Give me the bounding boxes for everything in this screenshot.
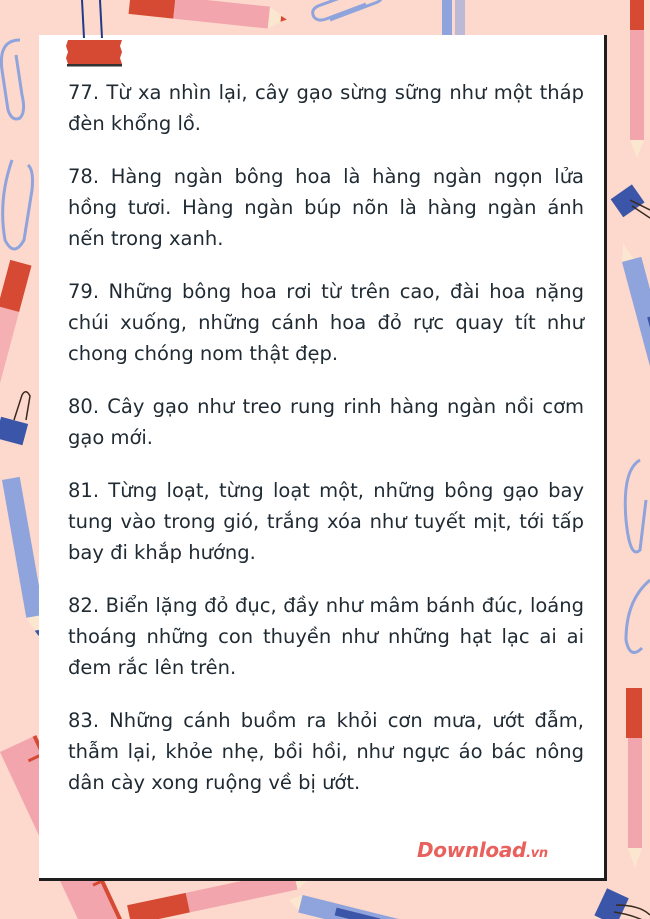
paperclip-icon xyxy=(1,40,32,249)
paragraph-78: 78. Hàng ngàn bông hoa là hàng ngàn ngọn lửa hồng tươi. Hàng ngàn búp nõn là hàng ngàn ánh nến trong xanh. xyxy=(68,165,584,250)
watermark-brand: Download xyxy=(417,838,527,862)
binder-clip-icon xyxy=(60,0,130,70)
pencil-icon xyxy=(630,0,644,30)
binder-clip-icon xyxy=(594,888,650,919)
pencil-icon xyxy=(617,239,650,435)
pencil-icon xyxy=(287,892,449,919)
paragraph-82: 82. Biển lặng đỏ đục, đầy như mâm bánh đúc, loáng thoáng những con thuyền như những hạt lạc ai ai đem rắc lên trên. xyxy=(68,594,584,679)
pencil-icon xyxy=(129,0,288,30)
paragraph-80: 80. Cây gạo như treo rung rinh hàng ngàn nồi cơm gạo mới. xyxy=(68,395,584,449)
paragraph-77: 77. Từ xa nhìn lại, cây gạo sừng sững như một tháp đèn khổng lồ. xyxy=(68,81,584,135)
document-body xyxy=(68,77,584,820)
paragraph-81: 81. Từng loạt, từng loạt một, những bông gạo bay tung vào trong gió, trắng xóa như tuyết mịt, tới tấp bay đi khắp hướng. xyxy=(68,479,584,564)
pen-icon xyxy=(626,688,642,868)
paperclip-icon xyxy=(313,0,382,20)
watermark-suffix: .vn xyxy=(526,846,548,861)
binder-clip-icon xyxy=(0,392,30,445)
pencil-icon xyxy=(442,0,465,35)
paperclip-icon xyxy=(625,460,650,653)
pen-icon xyxy=(0,260,32,399)
binder-clip-icon xyxy=(611,184,650,218)
watermark-logo xyxy=(417,838,548,862)
paragraph-83: 83. Những cánh buồm ra khỏi cơn mưa, ướt đẫm, thẫm lại, khỏe nhẹ, bồi hồi, như ngực áo bác nông dân cày xong ruộng về bị ướt. xyxy=(68,709,584,794)
paragraph-79: 79. Những bông hoa rơi từ trên cao, đài hoa nặng chúi xuống, những cánh hoa đỏ rực quay tít như chong chóng nom thật đẹp. xyxy=(68,280,584,365)
